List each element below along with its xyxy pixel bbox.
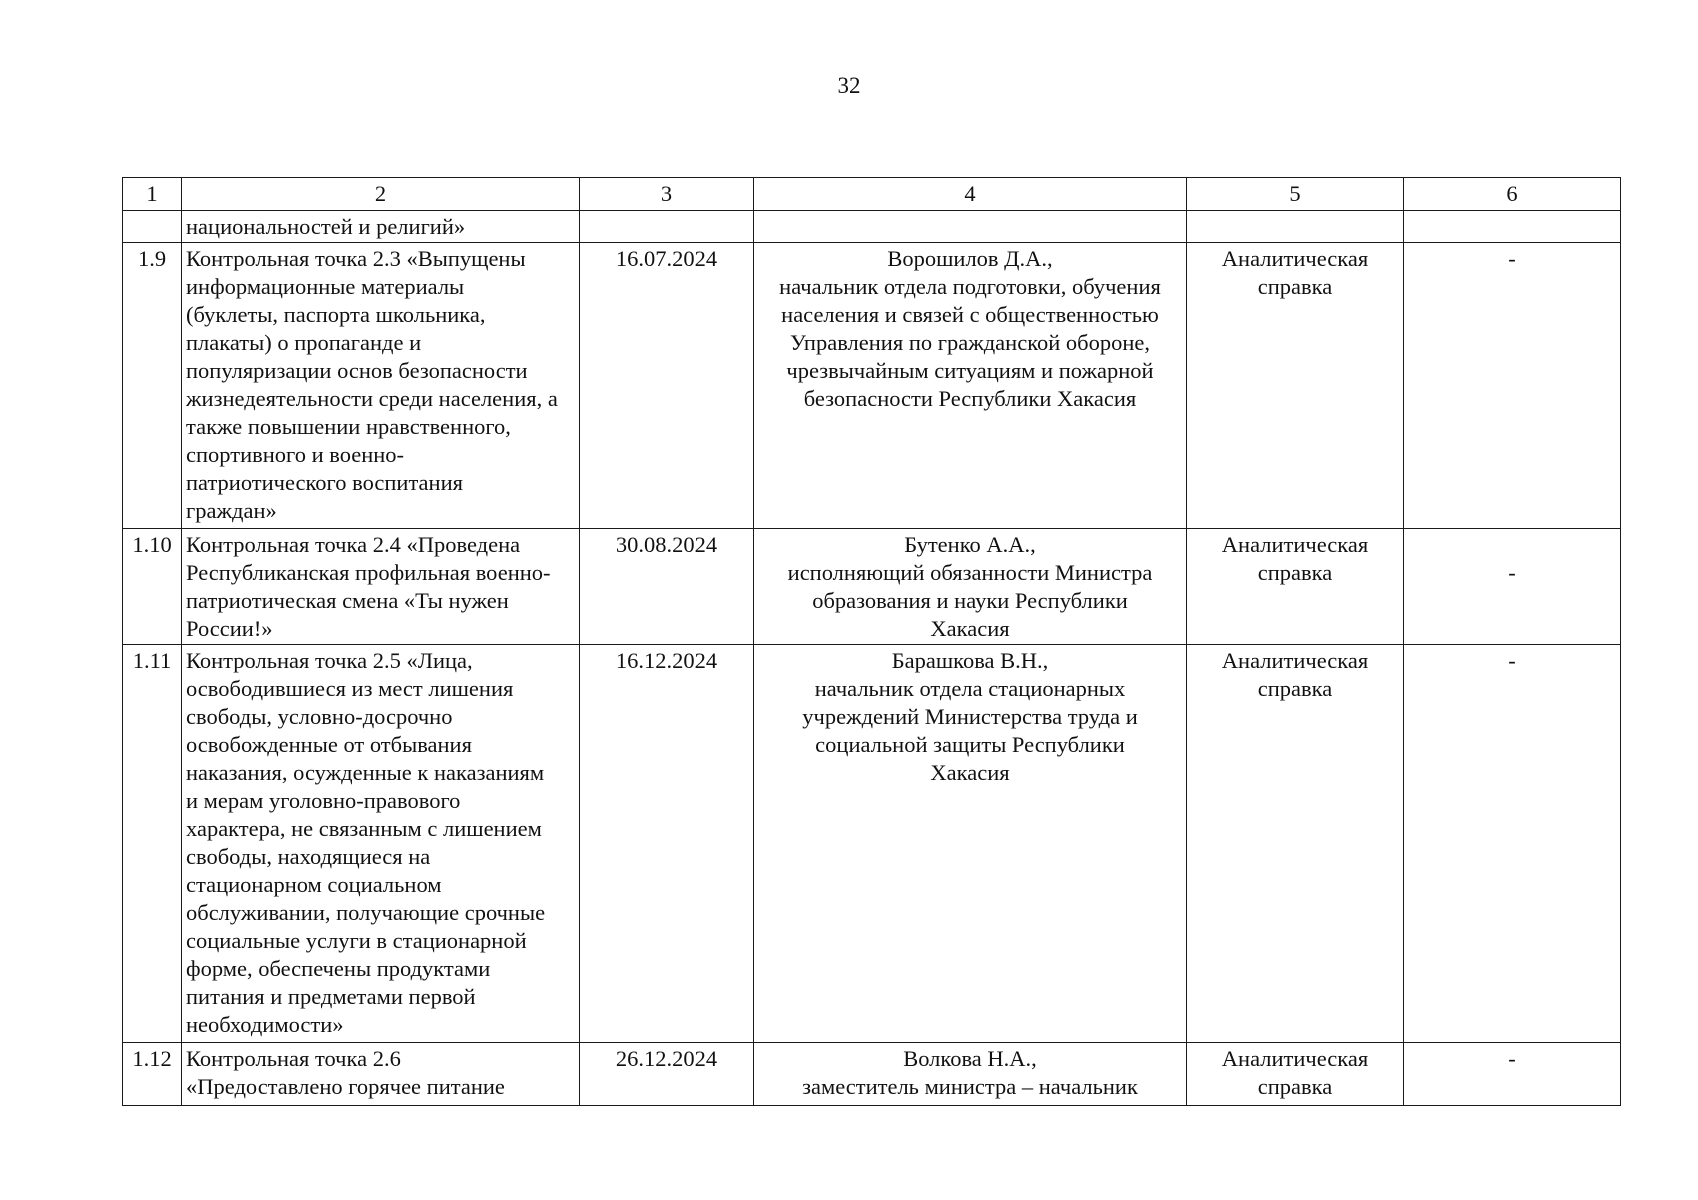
row-date: 16.12.2024 (580, 645, 754, 1043)
description-line: также повышении нравственного, (186, 414, 511, 439)
row-note: - (1404, 243, 1621, 529)
row-date: 30.08.2024 (580, 529, 754, 645)
table-row (123, 529, 1621, 645)
row-note: - (1404, 1043, 1621, 1106)
row-number: 1.12 (123, 1043, 182, 1106)
row-number: 1.10 (123, 529, 182, 645)
description-line: свободы, находящиеся на (186, 844, 431, 869)
column-header-3: 3 (580, 178, 754, 211)
responsible-line: учреждений Министерства труда и (802, 704, 1138, 729)
row-note: - (1404, 645, 1621, 1043)
description-line: характера, не связанным с лишением (186, 816, 542, 841)
table-row (123, 243, 1621, 529)
row-description (182, 1043, 580, 1106)
row-note (1404, 529, 1621, 645)
row-document (1187, 645, 1404, 1043)
description-line: Контрольная точка 2.6 (186, 1046, 401, 1071)
responsible-line: населения и связей с общественностью (781, 302, 1159, 327)
row-responsible (754, 1043, 1187, 1106)
row-number: 1.9 (123, 243, 182, 529)
row-date (580, 211, 754, 243)
row-responsible (754, 211, 1187, 243)
row-responsible (754, 645, 1187, 1043)
table-header-row (123, 178, 1621, 211)
description-line: спортивного и военно- (186, 442, 405, 467)
document-line: справка (1257, 560, 1333, 585)
description-line: «Предоставлено горячее питание (186, 1074, 505, 1099)
row-description (182, 529, 580, 645)
description-line: патриотического воспитания (186, 470, 463, 495)
description-line: освободившиеся из мест лишения (186, 676, 514, 701)
column-header-6: 6 (1404, 178, 1621, 211)
responsible-line: заместитель министра – начальник (802, 1074, 1138, 1099)
row-document (1187, 243, 1404, 529)
responsible-line: Управления по гражданской обороне, (789, 330, 1151, 355)
table-row (123, 1043, 1621, 1106)
description-line: плакаты) о пропаганде и (186, 330, 422, 355)
responsible-line: Бутенко А.А., (904, 532, 1036, 557)
description-line: Контрольная точка 2.3 «Выпущены (186, 246, 526, 271)
row-date: 16.07.2024 (580, 243, 754, 529)
description-line: (буклеты, паспорта школьника, (186, 302, 486, 327)
document-line: справка (1257, 1074, 1333, 1099)
description-line: необходимости» (186, 1012, 344, 1037)
table-row (123, 645, 1621, 1043)
description-line: свободы, условно-досрочно (186, 704, 453, 729)
row-responsible (754, 243, 1187, 529)
row-description (182, 243, 580, 529)
row-document (1187, 211, 1404, 243)
column-header-4: 4 (754, 178, 1187, 211)
responsible-line: социальной защиты Республики (815, 732, 1125, 757)
description-line: Республиканская профильная военно- (186, 560, 551, 585)
row-number (123, 211, 182, 243)
column-header-5: 5 (1187, 178, 1404, 211)
responsible-line: Хакасия (930, 760, 1010, 785)
description-line: информационные материалы (186, 274, 465, 299)
document-line: справка (1257, 676, 1333, 701)
document-line: Аналитическая (1221, 1046, 1369, 1071)
responsible-line: Хакасия (930, 616, 1010, 641)
row-description (182, 645, 580, 1043)
description-line: Контрольная точка 2.5 «Лица, (186, 648, 473, 673)
description-line: освобожденные от отбывания (186, 732, 472, 757)
description-line: питания и предметами первой (186, 984, 476, 1009)
row-description (182, 211, 580, 243)
description-line: национальностей и религий» (186, 214, 466, 239)
description-line: социальные услуги в стационарной (186, 928, 527, 953)
responsible-line: безопасности Республики Хакасия (803, 386, 1137, 411)
responsible-line: Волкова Н.А., (903, 1046, 1037, 1071)
description-line: стационарном социальном (186, 872, 442, 897)
description-line: и мерам уголовно-правового (186, 788, 461, 813)
responsible-line: чрезвычайным ситуациям и пожарной (786, 358, 1154, 383)
responsible-line: образования и науки Республики (812, 588, 1128, 613)
description-line: России!» (186, 616, 273, 641)
note-text: - (1508, 560, 1516, 585)
document-line: Аналитическая (1221, 532, 1369, 557)
responsible-line: начальник отдела стационарных (814, 676, 1126, 701)
row-responsible (754, 529, 1187, 645)
page-number: 32 (837, 73, 861, 98)
row-number: 1.11 (123, 645, 182, 1043)
document-line: Аналитическая (1221, 246, 1369, 271)
description-line: Контрольная точка 2.4 «Проведена (186, 532, 521, 557)
document-line: Аналитическая (1221, 648, 1369, 673)
responsible-line: исполняющий обязанности Министра (787, 560, 1153, 585)
plan-table (122, 177, 1621, 1106)
description-line: граждан» (186, 498, 277, 523)
responsible-line: начальник отдела подготовки, обучения (779, 274, 1161, 299)
row-document (1187, 1043, 1404, 1106)
responsible-line: Барашкова В.Н., (891, 648, 1049, 673)
row-note (1404, 211, 1621, 243)
description-line: жизнедеятельности среди населения, а (186, 386, 558, 411)
description-line: наказания, осужденные к наказаниям (186, 760, 545, 785)
description-line: форме, обеспечены продуктами (186, 956, 491, 981)
document-line: справка (1257, 274, 1333, 299)
description-line: популяризации основ безопасности (186, 358, 528, 383)
description-line: обслуживании, получающие срочные (186, 900, 546, 925)
column-header-2: 2 (182, 178, 580, 211)
row-date: 26.12.2024 (580, 1043, 754, 1106)
column-header-1: 1 (123, 178, 182, 211)
responsible-line: Ворошилов Д.А., (887, 246, 1053, 271)
row-document (1187, 529, 1404, 645)
description-line: патриотическая смена «Ты нужен (186, 588, 509, 613)
table-row-continuation (123, 211, 1621, 243)
